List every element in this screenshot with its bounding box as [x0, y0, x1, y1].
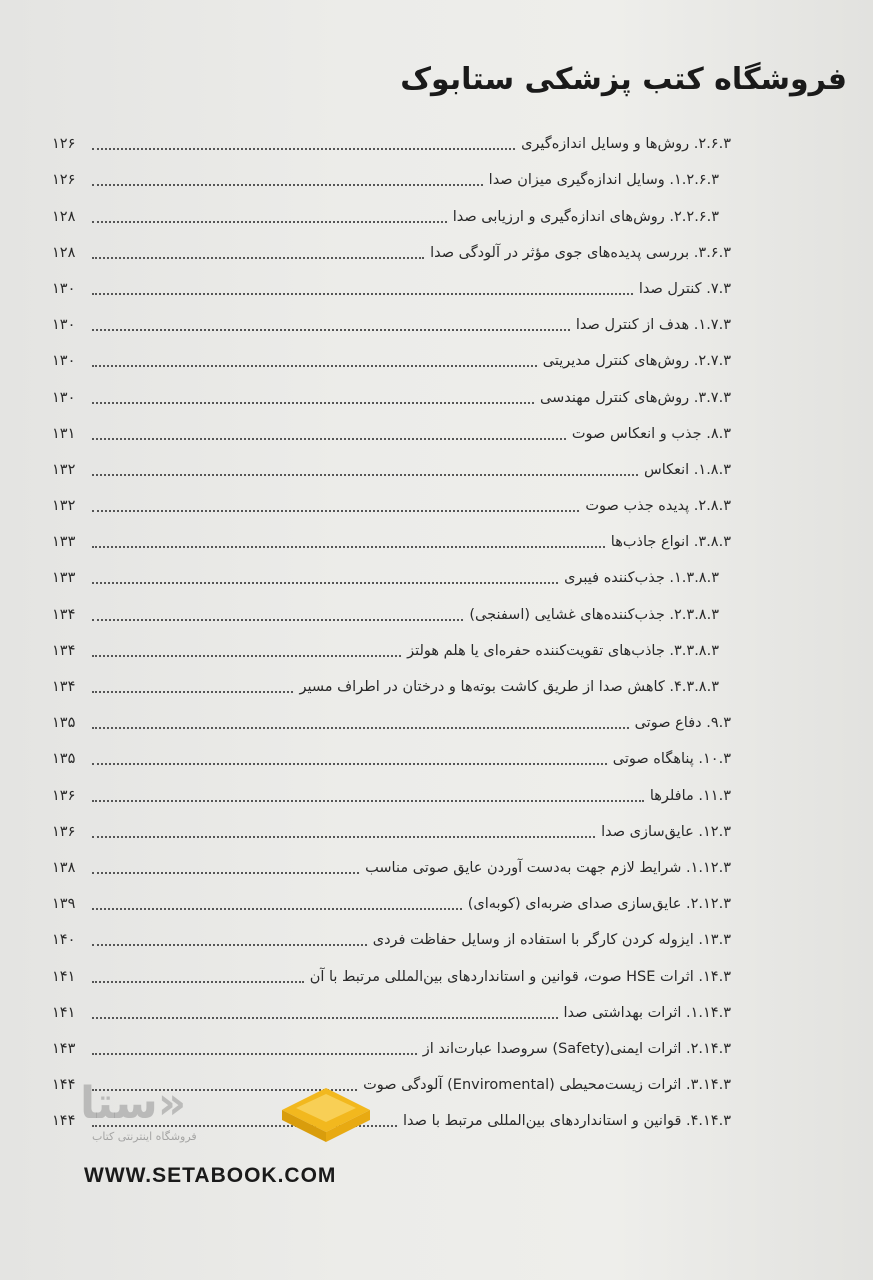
toc-entry	[52, 697, 731, 733]
toc-page-number: ۱۳۰	[52, 280, 76, 297]
toc-entry-title-group	[92, 170, 731, 190]
toc-entry	[52, 190, 731, 226]
toc-entry-title: ۳.۷.۳. روش‌های کنترل مهندسی	[539, 389, 731, 406]
logo-wordmark: «ستا	[80, 1078, 187, 1129]
toc-entry-title: ۳.۶.۳. بررسی پدیده‌های جوی مؤثر در آلودگی صدا	[430, 244, 731, 261]
toc-entry-title-group	[92, 677, 731, 697]
toc-entry-title-group	[92, 1039, 731, 1059]
toc-page-number: ۱۳۴	[52, 642, 76, 659]
toc-entry-title: ۱۰.۳. پناهگاه صوتی	[612, 751, 731, 768]
toc-page-number: ۱۳۴	[52, 679, 76, 695]
toc-entry-title-group	[92, 894, 731, 914]
dot-leader	[92, 546, 605, 548]
toc-page-number: ۱۴۴	[52, 1113, 76, 1130]
toc-entry	[52, 335, 731, 371]
toc-entry-title: ۱.۱۲.۳. شرایط لازم جهت به‌دست آوردن عایق صوتی مناسب	[365, 859, 731, 876]
dot-leader	[92, 655, 401, 657]
toc-entry-title-group	[92, 388, 731, 408]
toc-entry-title: ۱۴.۳. اثرات HSE صوت، قوانین و استانداردهای بین‌المللی مرتبط با آن	[309, 968, 731, 985]
website-url: WWW.SETABOOK.COM	[84, 1164, 337, 1187]
toc-entry-title: ۸.۳. جذب و انعکاس صوت	[571, 425, 731, 442]
toc-entry-title-group	[92, 605, 731, 625]
toc-page-number: ۱۳۰	[52, 389, 76, 406]
toc-entry-title: ۲.۸.۳. پدیده جذب صوت	[585, 498, 731, 515]
toc-entry-title-group	[92, 967, 731, 987]
toc-entry-title: ۴.۱۴.۳. قوانین و استانداردهای بین‌المللی مرتبط با صدا	[403, 1113, 731, 1130]
toc-entry	[52, 914, 731, 950]
toc-page-number: ۱۳۶	[52, 823, 76, 840]
toc-entry-title-group	[92, 858, 731, 878]
dot-leader	[92, 763, 607, 765]
toc-entry	[52, 842, 731, 878]
toc-page-number: ۱۲۸	[52, 244, 76, 261]
toc-entry	[52, 733, 731, 769]
toc-entry-title: ۱.۲.۶.۳. وسایل اندازه‌گیری میزان صدا	[488, 172, 719, 189]
toc-entry	[52, 408, 731, 444]
toc-page-number: ۱۳۳	[52, 534, 76, 551]
toc-entry-title: ۱.۸.۳. انعکاس	[644, 461, 731, 478]
toc-entry-title: ۲.۱۴.۳. اثرات ایمنی(Safety) سروصدا عبارت‌اند از	[422, 1040, 731, 1057]
toc-entry-title: ۴.۳.۸.۳. کاهش صدا از طریق کاشت بوته‌ها و درختان در اطراف مسیر	[299, 679, 719, 695]
toc-page-number: ۱۳۹	[52, 896, 76, 913]
toc-entry-title: ۱.۷.۳. هدف از کنترل صدا	[575, 317, 731, 334]
toc-entry-title-group	[92, 279, 731, 299]
toc-entry	[52, 371, 731, 407]
toc-entry-title-group	[92, 243, 731, 263]
toc-entry-title-group	[92, 930, 731, 950]
toc-entry-title-group	[92, 713, 731, 733]
dot-leader	[92, 981, 304, 983]
toc-page-number: ۱۳۸	[52, 859, 76, 876]
dot-leader	[92, 148, 515, 150]
toc-entry-title-group	[92, 315, 731, 335]
toc-entry-title: ۱.۳.۸.۳. جذب‌کننده فیبری	[564, 570, 719, 587]
toc-entry	[52, 552, 731, 588]
toc-page-number: ۱۳۶	[52, 787, 76, 804]
toc-entry-title-group	[92, 532, 731, 552]
dot-leader	[92, 184, 483, 186]
toc-page-number: ۱۴۱	[52, 1004, 76, 1021]
toc-page-number: ۱۲۶	[52, 172, 76, 189]
toc-entry	[52, 227, 731, 263]
toc-entry-title-group	[92, 641, 731, 661]
toc-entry-title-group	[92, 134, 731, 154]
setabook-watermark-logo	[72, 1078, 372, 1158]
toc-entry	[52, 950, 731, 986]
toc-entry	[52, 878, 731, 914]
toc-page-number: ۱۳۳	[52, 570, 76, 587]
dot-leader	[92, 365, 537, 367]
dot-leader	[92, 1053, 417, 1055]
toc-entry-title: ۱۳.۳. ایزوله کردن کارگر با استفاده از وسایل حفاظت فردی	[372, 932, 731, 949]
toc-entry	[52, 987, 731, 1023]
toc-entry	[52, 480, 731, 516]
dot-leader	[92, 293, 633, 295]
toc-entry-title: ۳.۳.۸.۳. جاذب‌های تقویت‌کننده حفره‌ای یا هلم هولتز	[407, 642, 719, 659]
dot-leader	[92, 257, 424, 259]
toc-entry-title: ۳.۸.۳. انواع جاذب‌ها	[610, 534, 731, 551]
toc-entry-title: ۲.۳.۸.۳. جذب‌کننده‌های غشایی (اسفنجی)	[469, 606, 719, 623]
toc-entry	[52, 1023, 731, 1059]
toc-entry-title: ۷.۳. کنترل صدا	[638, 280, 731, 297]
toc-page-number: ۱۳۵	[52, 751, 76, 768]
dot-leader	[92, 691, 293, 693]
toc-page-number: ۱۳۰	[52, 317, 76, 334]
shop-title: فروشگاه کتب پزشکی ستابوک	[400, 62, 847, 97]
toc-entry-title-group	[92, 424, 731, 444]
toc-entry-title: ۲.۶.۳. روش‌ها و وسایل اندازه‌گیری	[521, 136, 731, 153]
dot-leader	[92, 510, 579, 512]
toc-entry	[52, 516, 731, 552]
dot-leader	[92, 836, 595, 838]
dot-leader	[92, 944, 367, 946]
toc-entry	[52, 263, 731, 299]
toc-entry	[52, 299, 731, 335]
toc-entry	[52, 444, 731, 480]
toc-entry	[52, 588, 731, 624]
toc-entry-title-group	[92, 786, 731, 806]
dot-leader	[92, 1017, 558, 1019]
toc-entry	[52, 625, 731, 661]
toc-entry	[52, 118, 731, 154]
toc-entry-title: ۱۲.۳. عایق‌سازی صدا	[601, 823, 731, 840]
toc-entry	[52, 154, 731, 190]
toc-entry-title: ۲.۷.۳. روش‌های کنترل مدیریتی	[542, 353, 731, 370]
book-stack-icon	[280, 1080, 372, 1144]
toc-page-number: ۱۴۳	[52, 1040, 76, 1057]
toc-entry-title-group	[92, 207, 731, 227]
dot-leader	[92, 619, 463, 621]
toc-entry-title-group	[92, 351, 731, 371]
toc-entry-title-group	[92, 822, 731, 842]
toc-page-number: ۱۲۸	[52, 208, 76, 225]
toc-page-number: ۱۳۴	[52, 606, 76, 623]
toc-page-number: ۱۳۱	[52, 425, 76, 442]
toc-page-number: ۱۳۲	[52, 461, 76, 478]
toc-entry-title-group	[92, 460, 731, 480]
toc-entry	[52, 661, 731, 697]
dot-leader	[92, 329, 570, 331]
toc-entry-title: ۳.۱۴.۳. اثرات زیست‌محیطی (Enviromental) آلودگی صوت	[363, 1077, 731, 1094]
toc-entry-title: ۱.۱۴.۳. اثرات بهداشتی صدا	[563, 1004, 731, 1021]
toc-page-number: ۱۲۶	[52, 136, 76, 153]
dot-leader	[92, 582, 558, 584]
toc-entry-title-group	[92, 568, 731, 588]
toc-page-number: ۱۳۰	[52, 353, 76, 370]
toc-entry-title-group	[92, 1003, 731, 1023]
toc-page-number: ۱۴۱	[52, 968, 76, 985]
dot-leader	[92, 402, 534, 404]
toc-page-number: ۱۴۴	[52, 1077, 76, 1094]
toc-page-number: ۱۴۰	[52, 932, 76, 949]
toc-entry-title: ۲.۱۲.۳. عایق‌سازی صدای ضربه‌ای (کوبه‌ای)	[467, 896, 731, 913]
toc-entry	[52, 806, 731, 842]
toc-entry-title: ۲.۲.۶.۳. روش‌های اندازه‌گیری و ارزیابی صدا	[452, 208, 719, 225]
dot-leader	[92, 872, 359, 874]
dot-leader	[92, 474, 638, 476]
dot-leader	[92, 438, 566, 440]
toc-entry	[52, 769, 731, 805]
toc-entry-title: ۹.۳. دفاع صوتی	[634, 715, 731, 732]
toc-entry-title-group	[92, 749, 731, 769]
toc-entry-title: ۱۱.۳. مافلرها	[649, 787, 731, 804]
toc-page-number: ۱۳۵	[52, 715, 76, 732]
logo-subtext: فروشگاه اینترنتی کتاب	[92, 1130, 197, 1143]
dot-leader	[92, 908, 462, 910]
toc-page-number: ۱۳۲	[52, 498, 76, 515]
table-of-contents	[52, 118, 731, 1131]
dot-leader	[92, 800, 644, 802]
dot-leader	[92, 221, 447, 223]
toc-entry-title-group	[92, 496, 731, 516]
dot-leader	[92, 727, 629, 729]
